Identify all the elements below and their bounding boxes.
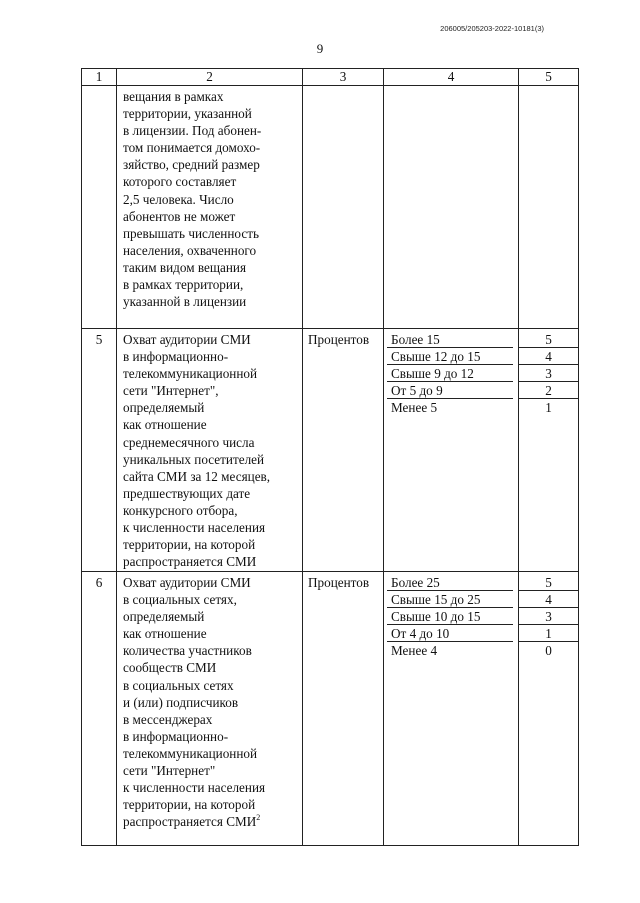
score-item: 1 bbox=[519, 625, 578, 642]
criterion-line: как отношение bbox=[123, 417, 207, 433]
criterion-line: превышать численность bbox=[123, 225, 259, 241]
range-item: Более 25 bbox=[387, 574, 513, 591]
criterion-line: распространяется СМИ bbox=[123, 814, 257, 830]
criterion-line: сети "Интернет", bbox=[123, 383, 219, 399]
criterion-line: сети "Интернет" bbox=[123, 763, 216, 779]
criterion-line: указанной в лицензии bbox=[123, 294, 247, 310]
criterion-line: которого составляет bbox=[123, 174, 237, 190]
scores-cell bbox=[519, 329, 579, 572]
criterion-line: в социальных сетях bbox=[123, 677, 234, 693]
score-item: 0 bbox=[545, 643, 552, 658]
criterion-line: определяемый bbox=[123, 400, 205, 416]
scores-cell bbox=[519, 572, 579, 846]
criterion-line-last bbox=[123, 813, 300, 830]
page-number: 9 bbox=[316, 41, 324, 56]
criterion-line: вещания в рамках bbox=[123, 89, 224, 104]
header-col-3: 3 bbox=[303, 69, 384, 86]
criterion-line: к численности населения bbox=[123, 780, 266, 796]
criterion-line: Охват аудитории СМИ bbox=[123, 332, 251, 347]
criterion-line: в лицензии. Под абонен- bbox=[123, 123, 262, 139]
unit-cell bbox=[303, 86, 384, 329]
criterion-line: как отношение bbox=[123, 626, 207, 642]
footnote-mark: 2 bbox=[256, 813, 261, 823]
range-item: Свыше 15 до 25 bbox=[387, 591, 513, 608]
criterion-line: определяемый bbox=[123, 609, 205, 625]
criterion-line: количества участников bbox=[123, 643, 252, 659]
criterion-line: территории, указанной bbox=[123, 106, 252, 122]
range-item: Свыше 12 до 15 bbox=[387, 348, 513, 365]
criterion-line: в социальных сетях, bbox=[123, 592, 237, 608]
range-item: Менее 4 bbox=[391, 643, 438, 658]
score-item: 2 bbox=[519, 382, 578, 399]
score-item: 1 bbox=[545, 400, 552, 415]
header-col-1: 1 bbox=[82, 69, 117, 86]
ranges-cell bbox=[384, 329, 519, 572]
document-code: 206005/205203-2022-10181(3) bbox=[440, 24, 544, 33]
criterion-line: предшествующих дате bbox=[123, 485, 251, 501]
criterion-line: в рамках территории, bbox=[123, 277, 244, 293]
header-col-5: 5 bbox=[519, 69, 579, 86]
table-row bbox=[82, 86, 579, 329]
unit-cell: Процентов bbox=[303, 572, 384, 846]
score-item: 3 bbox=[519, 608, 578, 625]
criterion-line: зяйство, средний размер bbox=[123, 157, 260, 173]
criterion-line: таким видом вещания bbox=[123, 259, 247, 275]
criterion-line: среднемесячного числа bbox=[123, 434, 255, 450]
criterion-line: территории, на которой bbox=[123, 537, 256, 553]
row-number: 6 bbox=[82, 572, 117, 846]
range-item: Свыше 10 до 15 bbox=[387, 608, 513, 625]
range-item: Более 15 bbox=[387, 331, 513, 348]
score-item: 5 bbox=[519, 574, 578, 591]
table-row bbox=[82, 329, 579, 572]
criterion-line: уникальных посетителей bbox=[123, 451, 265, 467]
criterion-line: к численности населения bbox=[123, 520, 266, 536]
criterion-line: том понимается домохо- bbox=[123, 140, 261, 156]
row-number: 5 bbox=[82, 329, 117, 572]
header-col-4: 4 bbox=[384, 69, 519, 86]
criterion-line: телекоммуникационной bbox=[123, 745, 258, 761]
criterion-cell bbox=[117, 329, 303, 572]
criteria-table bbox=[81, 68, 579, 846]
criterion-line: в информационно- bbox=[123, 728, 229, 744]
table-header-row bbox=[82, 69, 579, 86]
table-row bbox=[82, 572, 579, 846]
range-item: От 4 до 10 bbox=[387, 625, 513, 642]
criterion-line: в информационно- bbox=[123, 349, 229, 365]
criterion-line: населения, охваченного bbox=[123, 242, 257, 258]
criterion-line: конкурсного отбора, bbox=[123, 502, 238, 518]
criterion-line: и (или) подписчиков bbox=[123, 694, 239, 710]
range-item: Свыше 9 до 12 bbox=[387, 365, 513, 382]
criterion-line: 2,5 человека. Число bbox=[123, 191, 234, 207]
unit-cell: Процентов bbox=[303, 329, 384, 572]
header-col-2: 2 bbox=[117, 69, 303, 86]
criterion-line: телекоммуникационной bbox=[123, 366, 258, 382]
score-item: 4 bbox=[519, 591, 578, 608]
range-item: Менее 5 bbox=[391, 400, 438, 415]
score-item: 5 bbox=[519, 331, 578, 348]
criterion-line: сайта СМИ за 12 месяцев, bbox=[123, 468, 271, 484]
criterion-cell bbox=[117, 572, 303, 846]
criterion-line: сообществ СМИ bbox=[123, 660, 217, 676]
criterion-line: в мессенджерах bbox=[123, 711, 213, 727]
ranges-cell bbox=[384, 86, 519, 329]
score-item: 3 bbox=[519, 365, 578, 382]
score-item: 4 bbox=[519, 348, 578, 365]
criterion-line: абонентов не может bbox=[123, 208, 236, 224]
criterion-line: распространяется СМИ bbox=[123, 554, 257, 570]
range-item: От 5 до 9 bbox=[387, 382, 513, 399]
criterion-line: территории, на которой bbox=[123, 797, 256, 813]
criterion-line: Охват аудитории СМИ bbox=[123, 575, 251, 590]
ranges-cell bbox=[384, 572, 519, 846]
criterion-cell bbox=[117, 86, 303, 329]
row-number bbox=[82, 86, 117, 329]
scores-cell bbox=[519, 86, 579, 329]
